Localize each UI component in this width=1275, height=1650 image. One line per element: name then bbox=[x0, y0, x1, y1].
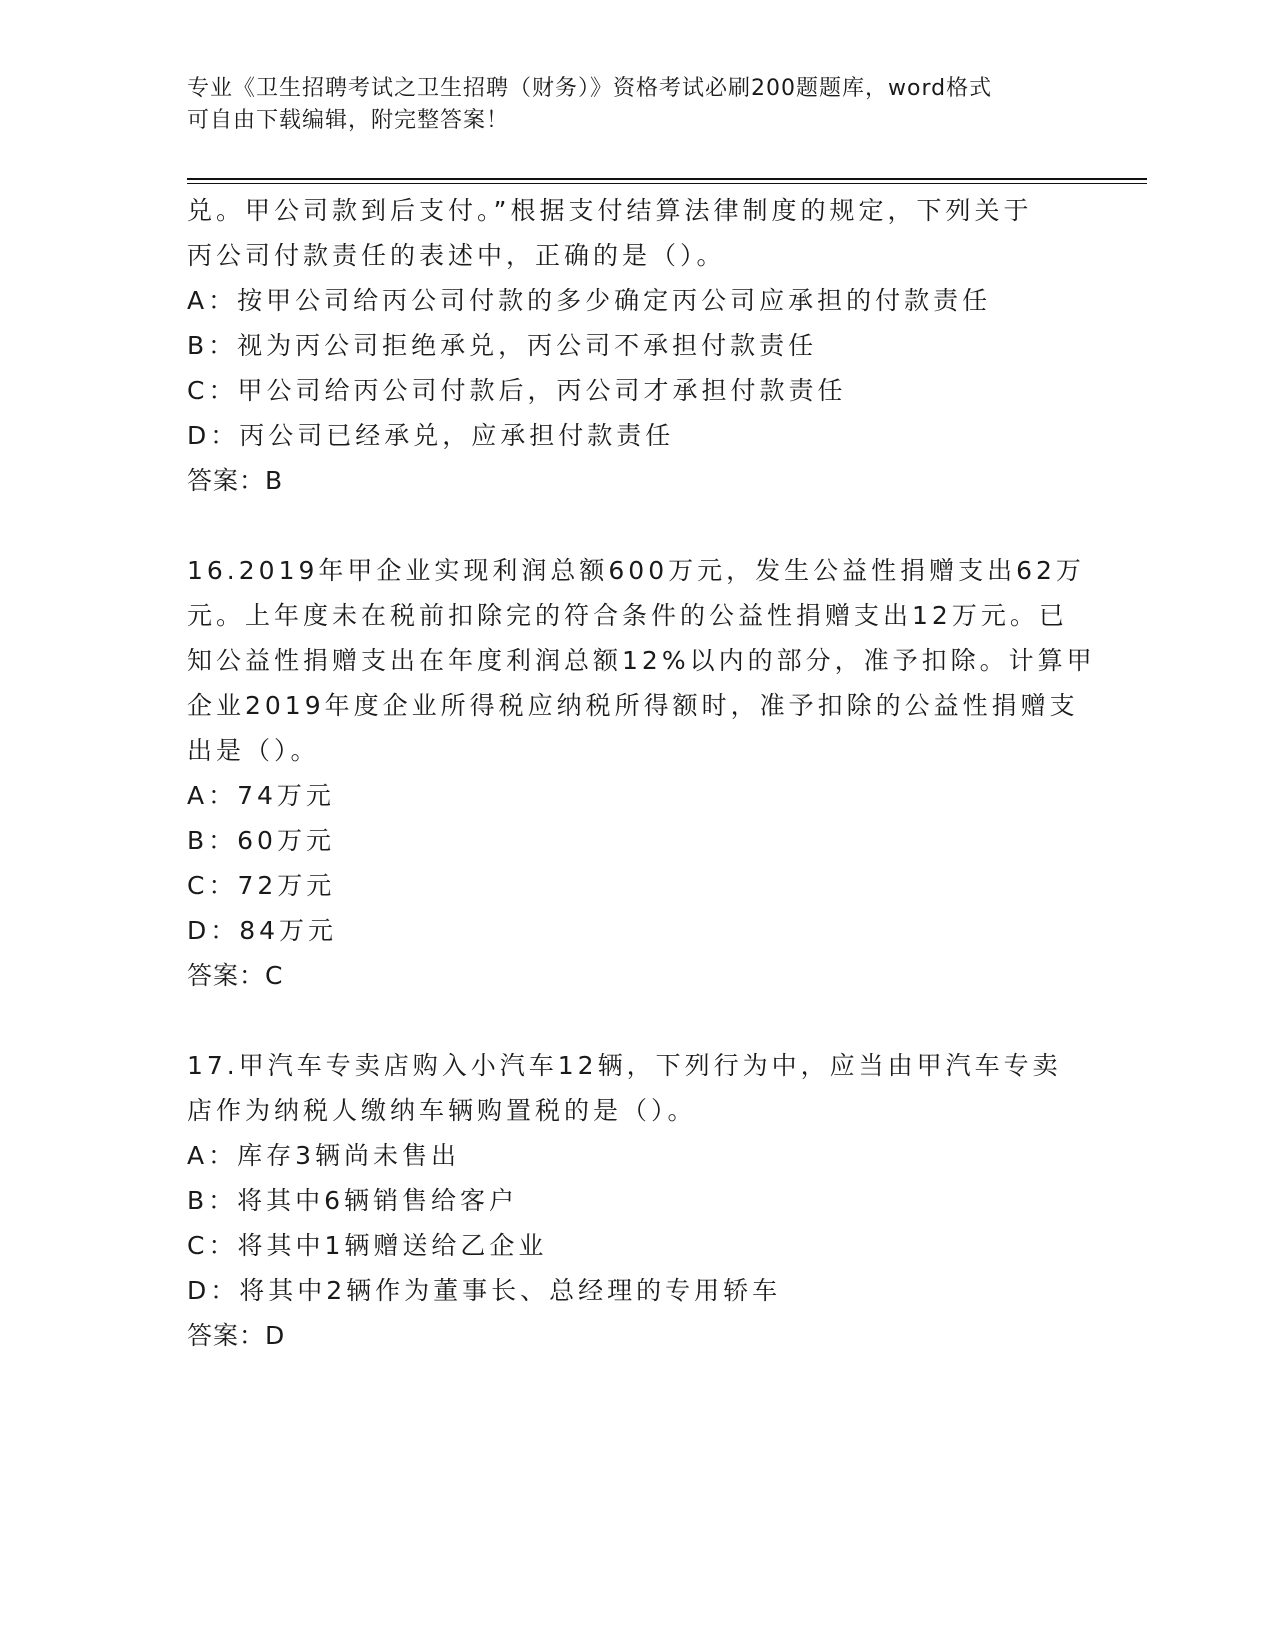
option-b: B：视为丙公司拒绝承兑，丙公司不承担付款责任 bbox=[187, 331, 818, 360]
option-c: C：72万元 bbox=[187, 871, 336, 900]
question-text-line: 16.2019年甲企业实现利润总额600万元，发生公益性捐赠支出62万 bbox=[187, 556, 1085, 585]
answer-label: 答案：C bbox=[187, 961, 284, 990]
header-line-2: 可自由下载编辑，附完整答案！ bbox=[187, 108, 510, 133]
option-b: B：60万元 bbox=[187, 826, 335, 855]
document-body bbox=[187, 188, 1096, 1358]
question-16 bbox=[187, 548, 1096, 998]
question-15 bbox=[187, 188, 1087, 503]
question-text-line: 丙公司付款责任的表述中，正确的是（）。 bbox=[187, 241, 726, 270]
option-a: A：74万元 bbox=[187, 781, 335, 810]
question-text-line: 店作为纳税人缴纳车辆购置税的是（）。 bbox=[187, 1096, 697, 1125]
option-a: A：按甲公司给丙公司付款的多少确定丙公司应承担的付款责任 bbox=[187, 286, 992, 315]
answer-label: 答案：D bbox=[187, 1321, 286, 1350]
header-line-1: 专业《卫生招聘考试之卫生招聘（财务）》资格考试必刷200题题库，word格式 bbox=[187, 76, 993, 101]
spacer bbox=[187, 998, 1087, 1043]
question-text-line: 元。上年度未在税前扣除完的符合条件的公益性捐赠支出12万元。已 bbox=[187, 601, 1068, 630]
option-c: C：将其中1辆赠送给乙企业 bbox=[187, 1231, 548, 1260]
question-17 bbox=[187, 1043, 1087, 1358]
option-d: D：将其中2辆作为董事长、总经理的专用轿车 bbox=[187, 1276, 782, 1305]
option-c: C：甲公司给丙公司付款后，丙公司才承担付款责任 bbox=[187, 376, 847, 405]
question-text-line: 出是（）。 bbox=[187, 736, 320, 765]
option-d: D：丙公司已经承兑，应承担付款责任 bbox=[187, 421, 675, 450]
option-a: A：库存3辆尚未售出 bbox=[187, 1141, 461, 1170]
spacer bbox=[187, 503, 1087, 548]
question-text-line: 知公益性捐赠支出在年度利润总额12%以内的部分，准予扣除。计算甲 bbox=[187, 646, 1096, 675]
question-text-line: 兑。甲公司款到后支付。”根据支付结算法律制度的规定，下列关于 bbox=[187, 196, 1033, 225]
question-text-line: 企业2019年度企业所得税应纳税所得额时，准予扣除的公益性捐赠支 bbox=[187, 691, 1079, 720]
header-divider-thick bbox=[187, 178, 1147, 180]
option-d: D：84万元 bbox=[187, 916, 338, 945]
option-b: B：将其中6辆销售给客户 bbox=[187, 1186, 519, 1215]
document-header bbox=[187, 73, 1067, 137]
question-text-line: 17.甲汽车专卖店购入小汽车12辆，下列行为中，应当由甲汽车专卖 bbox=[187, 1051, 1062, 1080]
header-divider-thin bbox=[187, 183, 1147, 184]
answer-label: 答案：B bbox=[187, 466, 284, 495]
